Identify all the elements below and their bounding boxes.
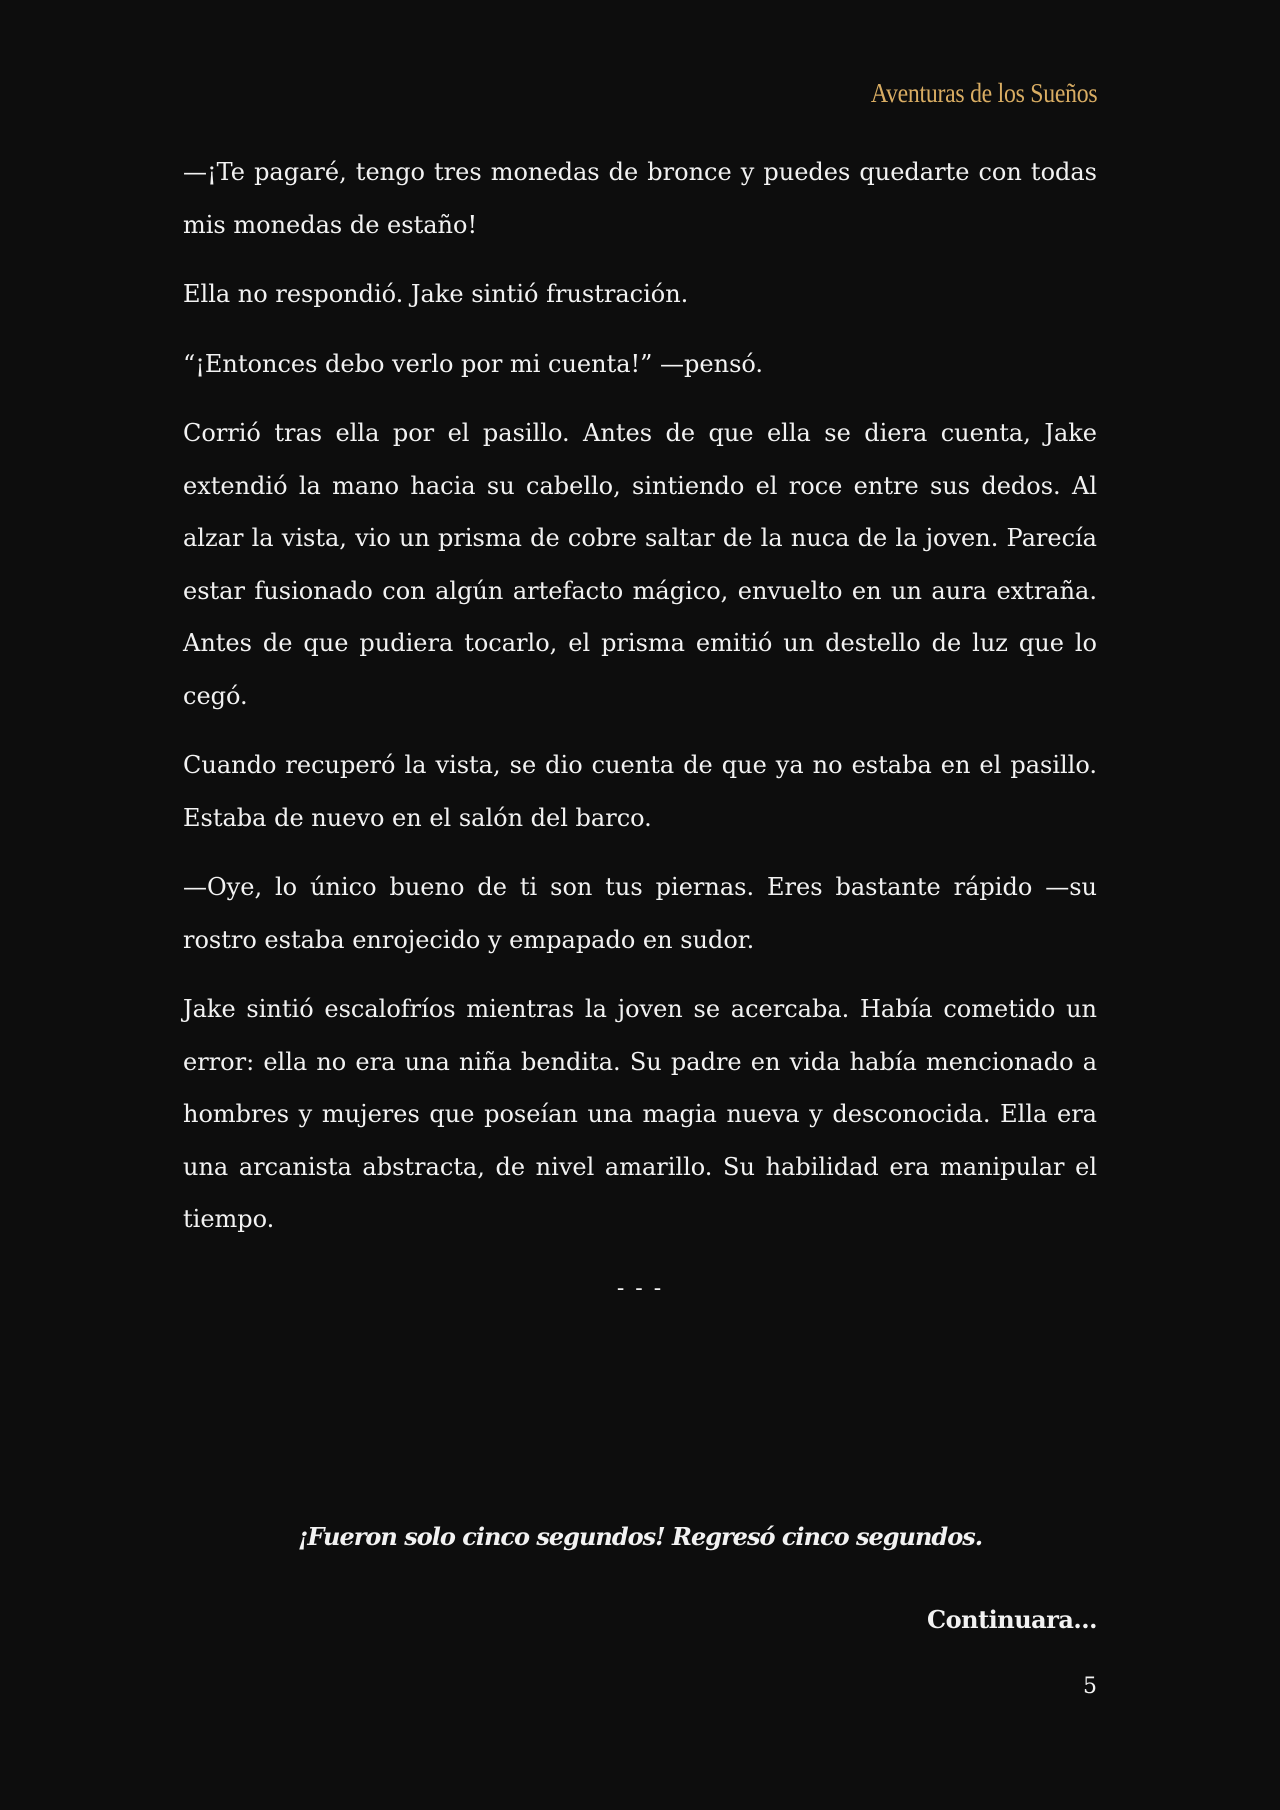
paragraph: Jake sintió escalofríos mientras la joven se acercaba. Había cometido un error: ella no era una niña bendita. Su padre en vida había mencionado a hombres y mujeres que poseían una magia nueva y desconocida. Ella era una arcanista abstracta, de nivel amarillo. Su habilidad era manipular el tiempo. — [183, 995, 1097, 1233]
paragraph: Corrió tras ella por el pasillo. Antes de que ella se diera cuenta, Jake extendió la mano hacia su cabello, sintiendo el roce entre sus dedos. Al alzar la vista, vio un prisma de cobre saltar de la nuca de la joven. Parecía estar fusionado con algún artefacto mágico, envuelto en un aura extraña. Antes de que pudiera tocarlo, el prisma emitió un destello de luz que lo cegó. — [183, 419, 1097, 710]
paragraph: —Oye, lo único bueno de ti son tus piernas. Eres bastante rápido —su rostro estaba enrojecido y empapado en sudor. — [183, 873, 1097, 954]
page-number: 5 — [1083, 1674, 1097, 1699]
continuation-label: Continuara... — [927, 1605, 1097, 1634]
book-page — [183, 0, 1097, 1810]
closing-line: ¡Fueron solo cinco segundos! Regresó cinco segundos. — [297, 1522, 983, 1551]
paragraph: Cuando recuperó la vista, se dio cuenta de que ya no estaba en el pasillo. Estaba de nuevo en el salón del barco. — [183, 751, 1097, 832]
chapter-body — [183, 146, 1097, 1263]
paragraph: “¡Entonces debo verlo por mi cuenta!” —pensó. — [183, 349, 764, 378]
running-header-title: Aventuras de los Sueños — [870, 78, 1097, 108]
paragraph: —¡Te pagaré, tengo tres monedas de bronce y puedes quedarte con todas mis monedas de estaño! — [183, 158, 1097, 239]
paragraph: Ella no respondió. Jake sintió frustración. — [183, 280, 689, 308]
scene-separator: - - - — [616, 1276, 664, 1301]
